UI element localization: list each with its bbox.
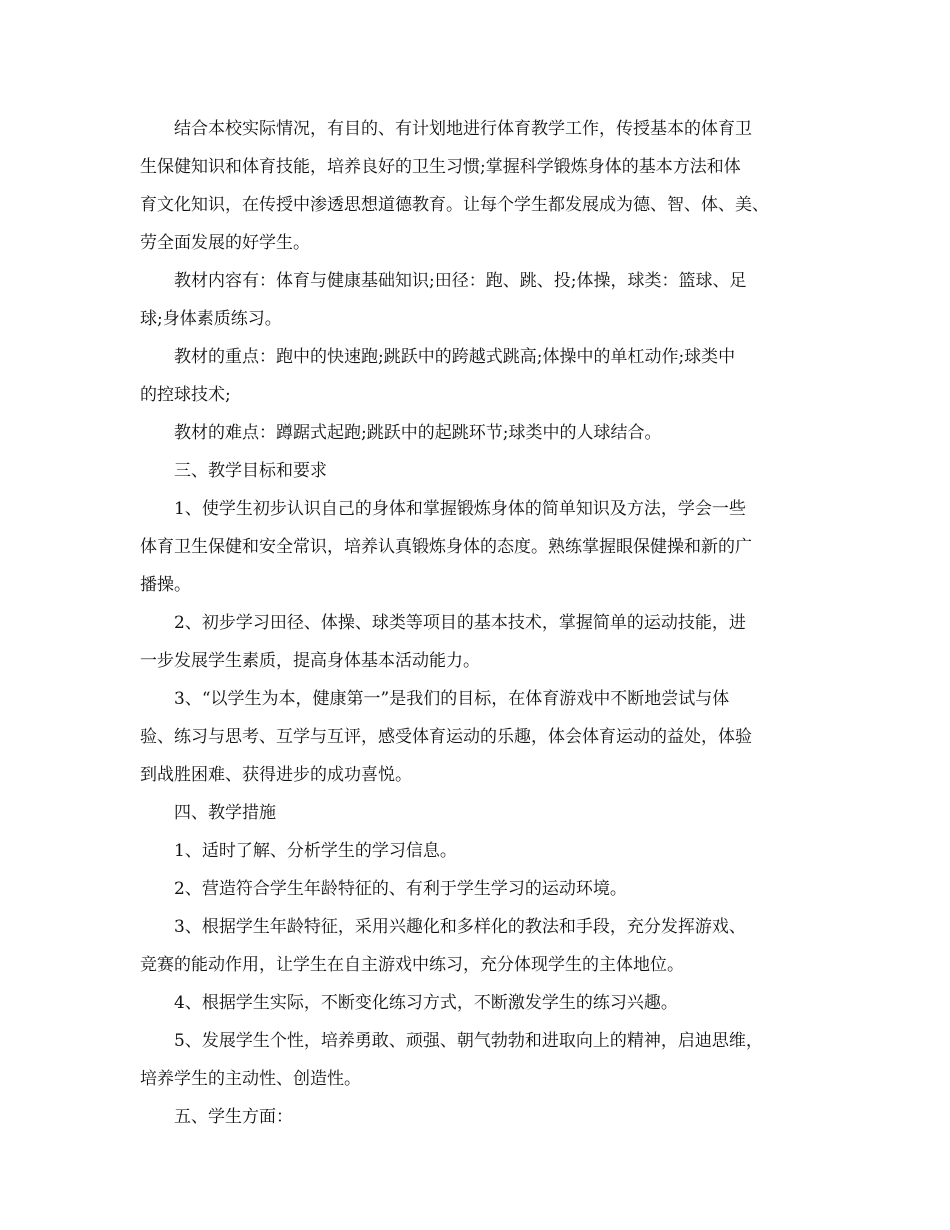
text-line: 的控球技术; <box>140 385 231 405</box>
text-line: 教材的重点：跑中的快速跑;跳跃中的跨越式跳高;体操中的单杠动作;球类中 <box>174 347 736 367</box>
text-line: 教材内容有：体育与健康基础知识;田径：跑、跳、投;体操，球类：篮球、足 <box>174 271 747 291</box>
text-line: 验、练习与思考、互学与互评，感受体育运动的乐趣，体会体育运动的益处，体验 <box>140 727 752 747</box>
text-line: 播操。 <box>140 575 191 595</box>
text-line: 2、初步学习田径、体操、球类等项目的基本技术，掌握简单的运动技能，进 <box>174 613 746 633</box>
text-line: 4、根据学生实际，不断变化练习方式，不断激发学生的练习兴趣。 <box>174 993 678 1013</box>
text-line: 结合本校实际情况，有目的、有计划地进行体育教学工作，传授基本的体育卫 <box>174 119 752 139</box>
text-line: 生保健知识和体育技能，培养良好的卫生习惯;掌握科学锻炼身体的基本方法和体 <box>140 157 741 177</box>
text-line: 3、“以学生为本，健康第一”是我们的目标，在体育游戏中不断地尝试与体 <box>174 689 730 709</box>
text-line: 5、发展学生个性，培养勇敢、顽强、朝气勃勃和进取向上的精神，启迪思维， <box>174 1031 763 1051</box>
text-line: 劳全面发展的好学生。 <box>140 233 310 253</box>
text-line: 竞赛的能动作用，让学生在自主游戏中练习，充分体现学生的主体地位。 <box>140 955 684 975</box>
section-heading: 四、教学措施 <box>174 803 276 823</box>
text-line: 到战胜困难、获得进步的成功喜悦。 <box>140 765 412 785</box>
text-line: 育文化知识，在传授中渗透思想道德教育。让每个学生都发展成为德、智、体、美、 <box>140 195 769 215</box>
text-line: 2、营造符合学生年龄特征的、有利于学生学习的运动环境。 <box>174 879 627 899</box>
section-heading: 五、学生方面： <box>174 1107 293 1127</box>
text-line: 1、适时了解、分析学生的学习信息。 <box>174 841 457 861</box>
text-line: 教材的难点：蹲踞式起跑;跳跃中的起跳环节;球类中的人球结合。 <box>174 423 662 443</box>
text-line: 1、使学生初步认识自己的身体和掌握锻炼身体的简单知识及方法，学会一些 <box>174 499 746 519</box>
text-line: 球;身体素质练习。 <box>140 309 282 329</box>
text-line: 体育卫生保健和安全常识，培养认真锻炼身体的态度。熟练掌握眼保健操和新的广 <box>140 537 752 557</box>
text-line: 3、根据学生年龄特征，采用兴趣化和多样化的教法和手段，充分发挥游戏、 <box>174 917 746 937</box>
section-heading: 三、教学目标和要求 <box>174 461 327 481</box>
text-line: 培养学生的主动性、创造性。 <box>140 1069 361 1089</box>
text-line: 一步发展学生素质，提高身体基本活动能力。 <box>140 651 480 671</box>
